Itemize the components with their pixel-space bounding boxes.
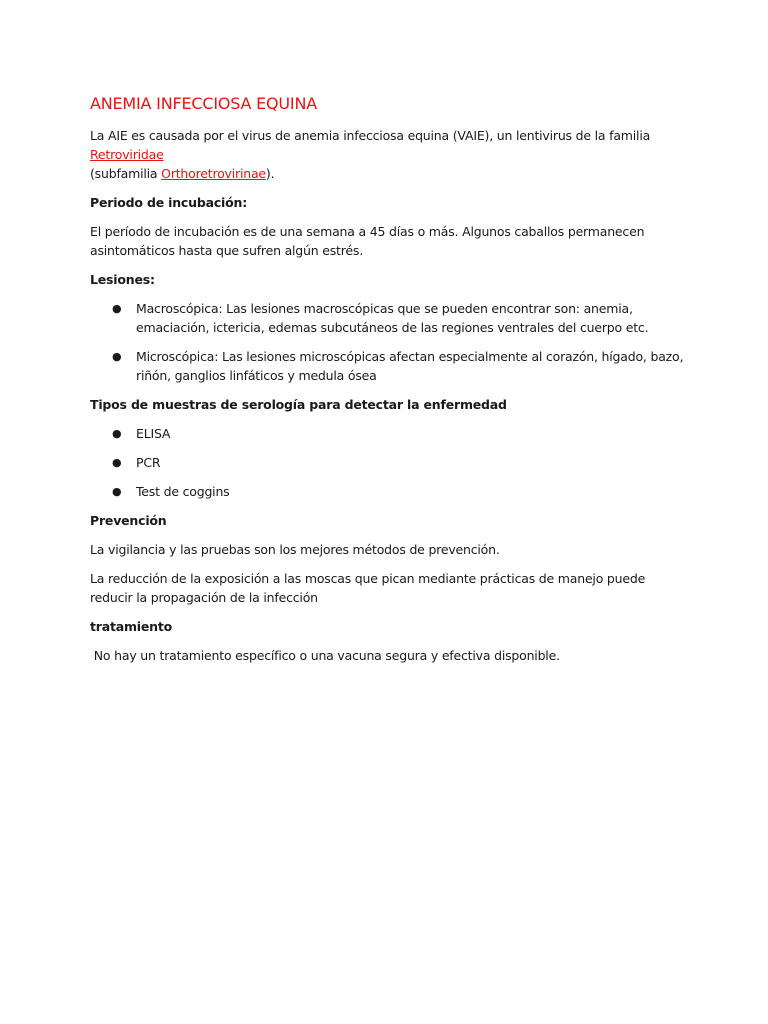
list-item <box>90 453 690 472</box>
prevention-paragraph-2: La reducción de la exposición a las moscas que pican mediante prácticas de manejo puede reducir la propagación de la infección <box>90 571 646 605</box>
treatment-text: No hay un tratamiento específico o una vacuna segura y efectiva disponible. <box>90 648 560 663</box>
intro-text-after: ). <box>265 166 275 181</box>
bullet-icon: ● <box>112 427 122 440</box>
incubation-heading: Periodo de incubación: <box>90 195 247 210</box>
serology-heading: Tipos de muestras de serología para detectar la enfermedad <box>90 397 507 412</box>
retroviridae-link[interactable]: Retroviridae <box>90 147 164 162</box>
orthoretrovirinae-link[interactable]: Orthoretrovirinae <box>161 166 266 181</box>
bullet-icon: ● <box>112 350 122 363</box>
list-item <box>90 347 690 385</box>
document-page <box>90 94 690 675</box>
bullet-icon: ● <box>112 485 122 498</box>
serology-item-coggins: Test de coggins <box>136 484 230 499</box>
list-item <box>90 424 690 443</box>
serology-list <box>90 424 690 501</box>
document-title: ANEMIA INFECCIOSA EQUINA <box>90 94 317 113</box>
intro-paragraph <box>90 126 690 183</box>
lesions-list <box>90 299 690 385</box>
incubation-text: El período de incubación es de una semana a 45 días o más. Algunos caballos permanecen asintomáticos hasta que sufren algún estrés. <box>90 224 645 258</box>
intro-text-middle: (subfamilia <box>90 166 162 181</box>
bullet-icon: ● <box>112 302 122 315</box>
prevention-heading: Prevención <box>90 513 167 528</box>
lesion-macro-text: Macroscópica: Las lesiones macroscópicas que se pueden encontrar son: anemia, emaciación, ictericia, edemas subcutáneos de las regiones ventrales del cuerpo etc. <box>136 301 649 335</box>
list-item <box>90 482 690 501</box>
serology-item-pcr: PCR <box>136 455 161 470</box>
bullet-icon: ● <box>112 456 122 469</box>
serology-item-elisa: ELISA <box>136 426 171 441</box>
lesions-heading: Lesiones: <box>90 272 155 287</box>
list-item <box>90 299 690 337</box>
intro-text-before: La AIE es causada por el virus de anemia infecciosa equina (VAIE), un lentivirus de la familia <box>90 128 651 143</box>
lesion-micro-text: Microscópica: Las lesiones microscópicas afectan especialmente al corazón, hígado, bazo, riñón, ganglios linfáticos y medula ósea <box>136 349 684 383</box>
prevention-paragraph-1: La vigilancia y las pruebas son los mejores métodos de prevención. <box>90 542 500 557</box>
treatment-heading: tratamiento <box>90 619 173 634</box>
